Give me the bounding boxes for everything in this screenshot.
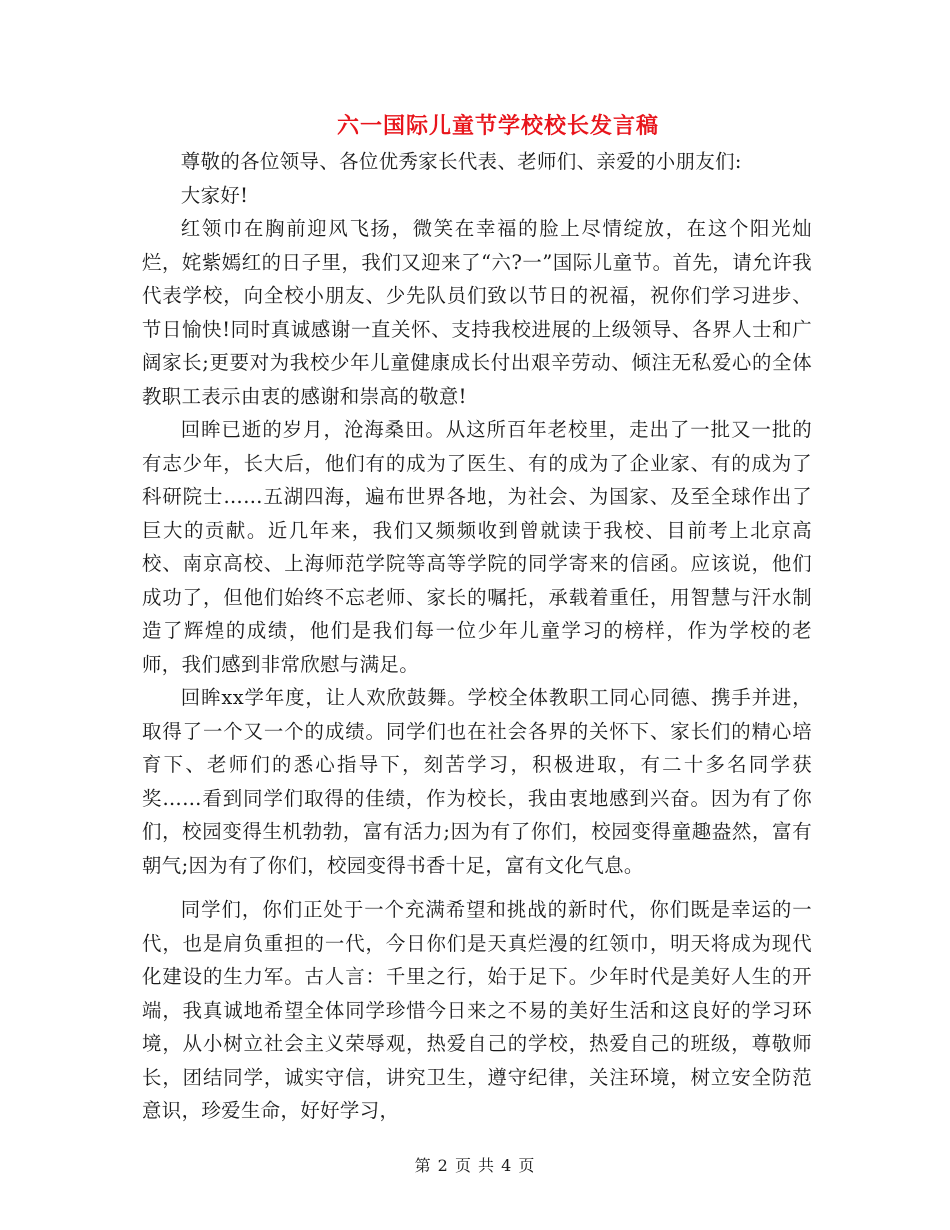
greeting-paragraph: 大家好!: [180, 183, 249, 207]
body-paragraph: 回眸xx学年度，让人欢欣鼓舞。学校全体教职工同心同德、携手并进，取得了一个又一个的成绩。同学们也在社会各界的关怀下、家长们的精心培育下、老师们的悉心指导下，刻苦学习，积极进取，有二十多名同学获奖……看到同学们取得的佳绩，作为校长，我由衷地感到兴奋。因为有了你们，校园变得生机勃勃，富有活力;因为有了你们，校园变得童趣盎然，富有朝气;因为有了你们，校园变得书香十足，富有文化气息。: [142, 686, 812, 877]
document-title: 六一国际儿童节学校校长发言稿: [336, 113, 659, 139]
body-paragraph: 回眸已逝的岁月，沧海桑田。从这所百年老校里，走出了一批又一批的有志少年，长大后，他们有的成为了医生、有的成为了企业家、有的成为了科研院士……五湖四海，遍布世界各地，为社会、为国家、及至全球作出了巨大的贡献。近几年来，我们又频频收到曾就读于我校、目前考上北京高校、南京高校、上海师范学院等高等学院的同学寄来的信函。应该说，他们成功了，但他们始终不忘老师、家长的嘱托，承载着重任，用智慧与汗水制造了辉煌的成绩，他们是我们每一位少年儿童学习的榜样，作为学校的老师，我们感到非常欣慰与满足。: [142, 418, 812, 676]
page-footer: 第 2 页 共 4 页: [414, 1156, 536, 1175]
document-body: [142, 145, 812, 1128]
body-paragraph: 红领巾在胸前迎风飞扬，微笑在幸福的脸上尽情绽放，在这个阳光灿烂，姹紫嫣红的日子里，我们又迎来了“六?一”国际儿童节。首先，请允许我代表学校，向全校小朋友、少先队员们致以节日的祝福，祝你们学习进步、节日愉快!同时真诚感谢一直关怀、支持我校进展的上级领导、各界人士和广阔家长;更要对为我校少年儿童健康成长付出艰辛劳动、倾注无私爱心的全体教职工表示由衷的感谢和崇高的敬意!: [142, 217, 812, 408]
salutation-paragraph: 尊敬的各位领导、各位优秀家长代表、老师们、亲爱的小朋友们:: [180, 150, 742, 173]
body-paragraph: 同学们，你们正处于一个充满希望和挑战的新时代，你们既是幸运的一代，也是肩负重担的一代，今日你们是天真烂漫的红领巾，明天将成为现代化建设的生力军。古人言：千里之行，始于足下。少年时代是美好人生的开端，我真诚地希望全体同学珍惜今日来之不易的美好生活和这良好的学习环境，从小树立社会主义荣辱观，热爱自己的学校，热爱自己的班级，尊敬师长，团结同学，诚实守信，讲究卫生，遵守纪律，关注环境，树立安全防范意识，珍爱生命，好好学习，: [142, 898, 812, 1122]
